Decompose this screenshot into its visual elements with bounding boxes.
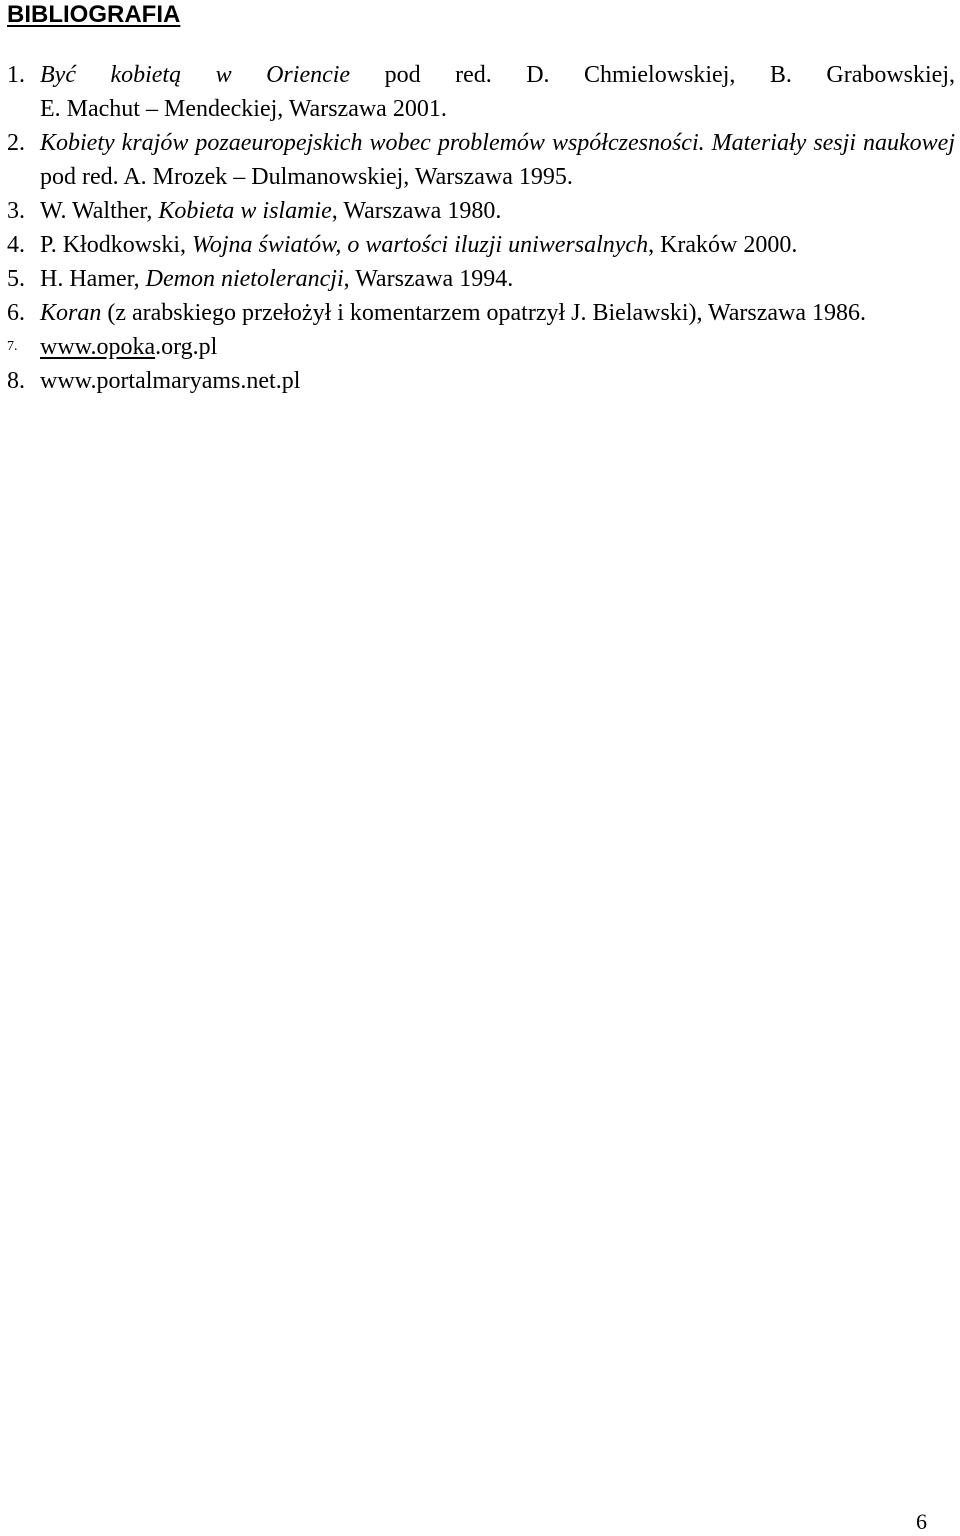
- link-underlined-part: www.opoka: [40, 334, 156, 360]
- bibliography-entry-6: [7, 296, 955, 330]
- entry-number: 8.: [7, 368, 25, 394]
- page-number: 6: [916, 1509, 927, 1534]
- opoka-link[interactable]: [40, 334, 217, 360]
- entry-number: 6.: [7, 300, 25, 326]
- link-rest: .org.pl: [155, 334, 218, 360]
- entry-number: 4.: [7, 232, 25, 258]
- entry-details-continued: E. Machut – Mendeckiej, Warszawa 2001.: [40, 96, 447, 122]
- entry-author: H. Hamer,: [40, 266, 146, 292]
- entry-number: 7.: [7, 339, 18, 354]
- page-title: BIBLIOGRAFIA: [7, 1, 181, 28]
- entry-number: 2.: [7, 130, 25, 156]
- entry-author: W. Walther,: [40, 198, 159, 224]
- bibliography-list: [7, 58, 955, 398]
- bibliography-entry-3: [7, 194, 955, 228]
- entry-details: (z arabskiego przełożył i komentarzem opatrzył J. Bielawski), Warszawa 1986.: [101, 300, 867, 326]
- entry-details: pod red. D. Chmielowskiej, B. Grabowskiej,: [350, 62, 956, 88]
- bibliography-entry-7: [7, 330, 955, 364]
- entry-number: 5.: [7, 266, 25, 292]
- entry-title: Wojna światów, o wartości iluzji uniwersalnych: [192, 232, 649, 258]
- bibliography-entry-4: [7, 228, 955, 262]
- entry-title: Demon nietolerancji: [145, 266, 344, 292]
- bibliography-entry-8: [7, 364, 955, 398]
- entry-details: , Warszawa 1980.: [331, 198, 502, 224]
- entry-title: Kobieta w islamie: [158, 198, 332, 224]
- entry-number: 3.: [7, 198, 25, 224]
- portalmaryams-link: www.portalmaryams.net.pl: [40, 368, 301, 394]
- entry-author: P. Kłodkowski,: [40, 232, 193, 258]
- entry-number: 1.: [7, 62, 25, 88]
- bibliography-entry-1: [7, 58, 955, 92]
- bibliography-entry-5: [7, 262, 955, 296]
- bibliography-entry-1-continued: [7, 92, 955, 126]
- entry-title: Być kobietą w Oriencie: [40, 62, 351, 88]
- entry-title: Kobiety krajów pozaeuropejskich wobec problemów współczesności. Materiały sesji naukowej: [40, 130, 955, 156]
- entry-title: Koran: [40, 300, 102, 326]
- entry-details: , Kraków 2000.: [648, 232, 798, 258]
- entry-details: pod red. A. Mrozek – Dulmanowskiej, Warszawa 1995.: [40, 164, 573, 190]
- bibliography-entry-2: [7, 126, 955, 194]
- entry-details: , Warszawa 1994.: [343, 266, 514, 292]
